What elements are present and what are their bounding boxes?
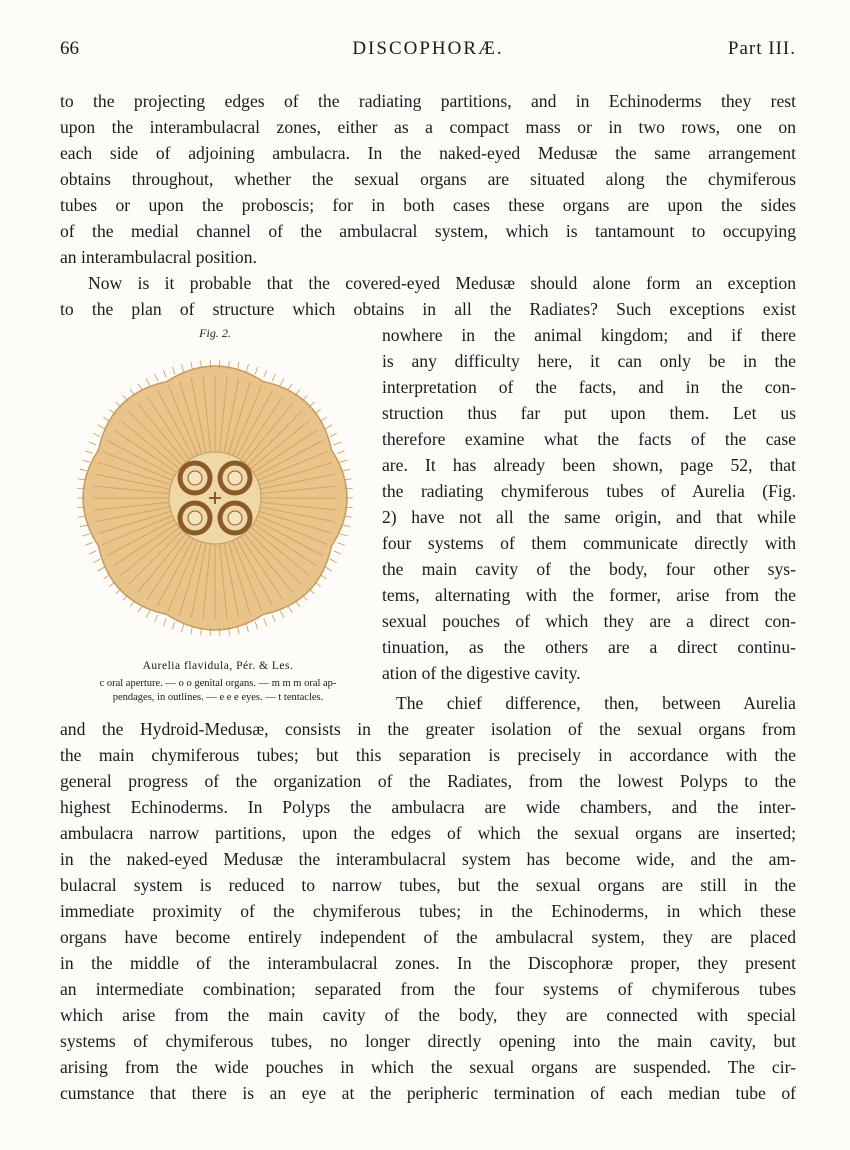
text-line: 2) have not all the same origin, and that while bbox=[382, 507, 796, 527]
tentacle bbox=[163, 370, 166, 378]
text-line: therefore examine what the facts of the case bbox=[382, 429, 796, 449]
tentacle bbox=[138, 384, 143, 391]
tentacle bbox=[325, 425, 332, 429]
tentacle bbox=[330, 559, 337, 563]
tentacle bbox=[246, 364, 248, 372]
text-line: is any difficulty here, it can only be in the bbox=[382, 351, 796, 371]
running-header bbox=[60, 38, 796, 68]
tentacle bbox=[337, 543, 345, 546]
tentacle bbox=[330, 433, 337, 437]
text-line: tems, alternating with the former, arise from the bbox=[382, 585, 796, 605]
tentacle bbox=[255, 622, 257, 630]
figure-caption-line: c oral aperture. — o o genital organs. — m m m oral ap- bbox=[99, 678, 337, 689]
tentacle bbox=[80, 525, 88, 527]
tentacle bbox=[172, 622, 174, 630]
text-line: the main cavity of the body, four other sys- bbox=[382, 559, 796, 579]
running-title: DISCOPHORÆ. bbox=[352, 38, 504, 59]
tentacle bbox=[130, 389, 135, 395]
text-line: ambulacra narrow partitions, upon the edges of which the sexual organs are inserted; bbox=[60, 823, 796, 843]
aurelia-illustration bbox=[70, 348, 360, 648]
text-line: highest Echinoderms. In Polyps the ambulacra are wide chambers, and the inter- bbox=[60, 797, 796, 817]
tentacle bbox=[172, 367, 174, 375]
text-line: an intermediate combination; separated from the four systems of chymiferous tubes bbox=[60, 979, 796, 999]
tentacle bbox=[280, 611, 284, 618]
tentacle bbox=[103, 417, 109, 422]
tentacle bbox=[80, 469, 88, 471]
text-line: in the naked-eyed Medusæ the interambulacral system has become wide, and the am- bbox=[60, 849, 796, 869]
tentacle bbox=[138, 606, 143, 613]
tentacle bbox=[182, 624, 184, 632]
tentacle bbox=[130, 600, 135, 606]
tentacle bbox=[238, 626, 239, 634]
text-line: sexual pouches of which they are a direct con- bbox=[382, 611, 796, 631]
tentacle bbox=[325, 567, 332, 571]
tentacle bbox=[264, 619, 267, 627]
figure-caption-title: Aurelia flavidula, Pér. & Les. bbox=[142, 660, 294, 672]
text-line: which arise from the main cavity of the body, they are connected with special bbox=[60, 1005, 796, 1025]
text-line: immediate proximity of the chymiferous tubes; in the Echinoderms, in which these bbox=[60, 901, 796, 921]
text-line: interpretation of the facts, and in the con- bbox=[382, 377, 796, 397]
tentacle bbox=[334, 551, 341, 554]
part-label: Part III. bbox=[727, 38, 796, 59]
text-line: and the Hydroid-Medusæ, consists in the greater isolation of the sexual organs from bbox=[60, 719, 796, 739]
text-line: of the medial channel of the ambulacral system, which is tantamount to occupying bbox=[60, 221, 796, 241]
tentacle bbox=[272, 615, 276, 622]
text-line: tubes or upon the proboscis; for in both cases these organs are upon the sides bbox=[60, 195, 796, 215]
text-line: to the plan of structure which obtains in all the Radiates? Such exceptions exist bbox=[60, 299, 796, 319]
tentacle bbox=[155, 374, 159, 381]
text-line: The chief difference, then, between Aurelia bbox=[396, 693, 796, 713]
text-line: bulacral system is reduced to narrow tubes, but the sexual organs are still in the bbox=[60, 875, 796, 895]
text-line: to the projecting edges of the radiating partitions, and in Echinoderms they rest bbox=[60, 91, 796, 111]
genital-organ-center bbox=[188, 511, 202, 525]
tentacle bbox=[82, 534, 90, 536]
text-line: each side of adjoining ambulacra. In the naked-eyed Medusæ the same arrangement bbox=[60, 143, 796, 163]
text-line: Now is it probable that the covered-eyed Medusæ should alone form an exception bbox=[88, 273, 796, 293]
page-number: 66 bbox=[60, 38, 79, 59]
tentacle bbox=[191, 362, 192, 370]
text-line: are. It has already been shown, page 52, that bbox=[382, 455, 796, 475]
text-line: organs have become entirely independent of the ambulacral system, they are placed bbox=[60, 927, 796, 947]
tentacle bbox=[77, 488, 85, 489]
tentacle bbox=[334, 442, 341, 445]
tentacle bbox=[246, 624, 248, 632]
tentacle bbox=[295, 600, 300, 606]
tentacle bbox=[342, 525, 350, 527]
tentacle bbox=[103, 574, 109, 579]
text-line: an interambulacral position. bbox=[60, 247, 257, 267]
text-line: in the middle of the interambulacral zones. In the Discophoræ proper, they present bbox=[60, 953, 796, 973]
text-line: tinuation, as the others are a direct continu- bbox=[382, 637, 796, 657]
tentacle bbox=[288, 606, 293, 613]
tentacle bbox=[288, 384, 293, 391]
tentacle bbox=[163, 619, 166, 627]
tentacle bbox=[255, 367, 257, 375]
tentacle bbox=[191, 626, 192, 634]
tentacle bbox=[146, 379, 150, 386]
text-line: nowhere in the animal kingdom; and if there bbox=[382, 325, 796, 345]
tentacle bbox=[146, 611, 150, 618]
tentacle bbox=[93, 433, 100, 437]
tentacle bbox=[320, 417, 326, 422]
tentacle bbox=[280, 379, 284, 386]
tentacle bbox=[345, 507, 353, 508]
genital-organ-center bbox=[188, 471, 202, 485]
text-line: upon the interambulacral zones, either as a compact mass or in two rows, one on bbox=[60, 117, 796, 137]
tentacle bbox=[295, 389, 300, 395]
text-line: ation of the digestive cavity. bbox=[382, 663, 581, 683]
tentacle bbox=[89, 551, 96, 554]
figure-label: Fig. 2. bbox=[199, 326, 231, 340]
tentacle bbox=[320, 574, 326, 579]
text-line: obtains throughout, whether the sexual organs are situated along the chymiferous bbox=[60, 169, 796, 189]
tentacle bbox=[264, 370, 267, 378]
text-line: systems of chymiferous tubes, no longer directly opening into the main cavity, but bbox=[60, 1031, 796, 1051]
genital-organ-center bbox=[228, 511, 242, 525]
tentacle bbox=[340, 534, 348, 536]
tentacle bbox=[98, 567, 105, 571]
tentacle bbox=[85, 543, 93, 546]
text-line: cumstance that there is an eye at the peripheric termination of each median tube of bbox=[60, 1083, 796, 1103]
tentacle bbox=[337, 451, 345, 454]
genital-organ-center bbox=[228, 471, 242, 485]
tentacle bbox=[82, 460, 90, 462]
tentacle bbox=[342, 469, 350, 471]
tentacle bbox=[345, 488, 353, 489]
text-line: general progress of the organization of the Radiates, from the lowest Polyps to the bbox=[60, 771, 796, 791]
tentacle bbox=[155, 615, 159, 622]
text-line: the radiating chymiferous tubes of Aurelia (Fig. bbox=[382, 481, 796, 501]
tentacle bbox=[182, 364, 184, 372]
tentacle bbox=[77, 507, 85, 508]
tentacle bbox=[272, 374, 276, 381]
figure-caption-line: pendages, in outlines. — e e e eyes. — t tentacles. bbox=[112, 692, 324, 703]
tentacle bbox=[89, 442, 96, 445]
tentacle bbox=[98, 425, 105, 429]
tentacle bbox=[340, 460, 348, 462]
text-line: struction thus far put upon them. Let us bbox=[382, 403, 796, 423]
tentacle bbox=[93, 559, 100, 563]
figure-aurelia bbox=[60, 326, 370, 706]
text-line: arising from the wide pouches in which the sexual organs are suspended. The cir- bbox=[60, 1057, 796, 1077]
text-line: the main chymiferous tubes; but this separation is precisely in accordance with the bbox=[60, 745, 796, 765]
tentacle bbox=[238, 362, 239, 370]
text-line: four systems of them communicate directly with bbox=[382, 533, 796, 553]
tentacle bbox=[85, 451, 93, 454]
